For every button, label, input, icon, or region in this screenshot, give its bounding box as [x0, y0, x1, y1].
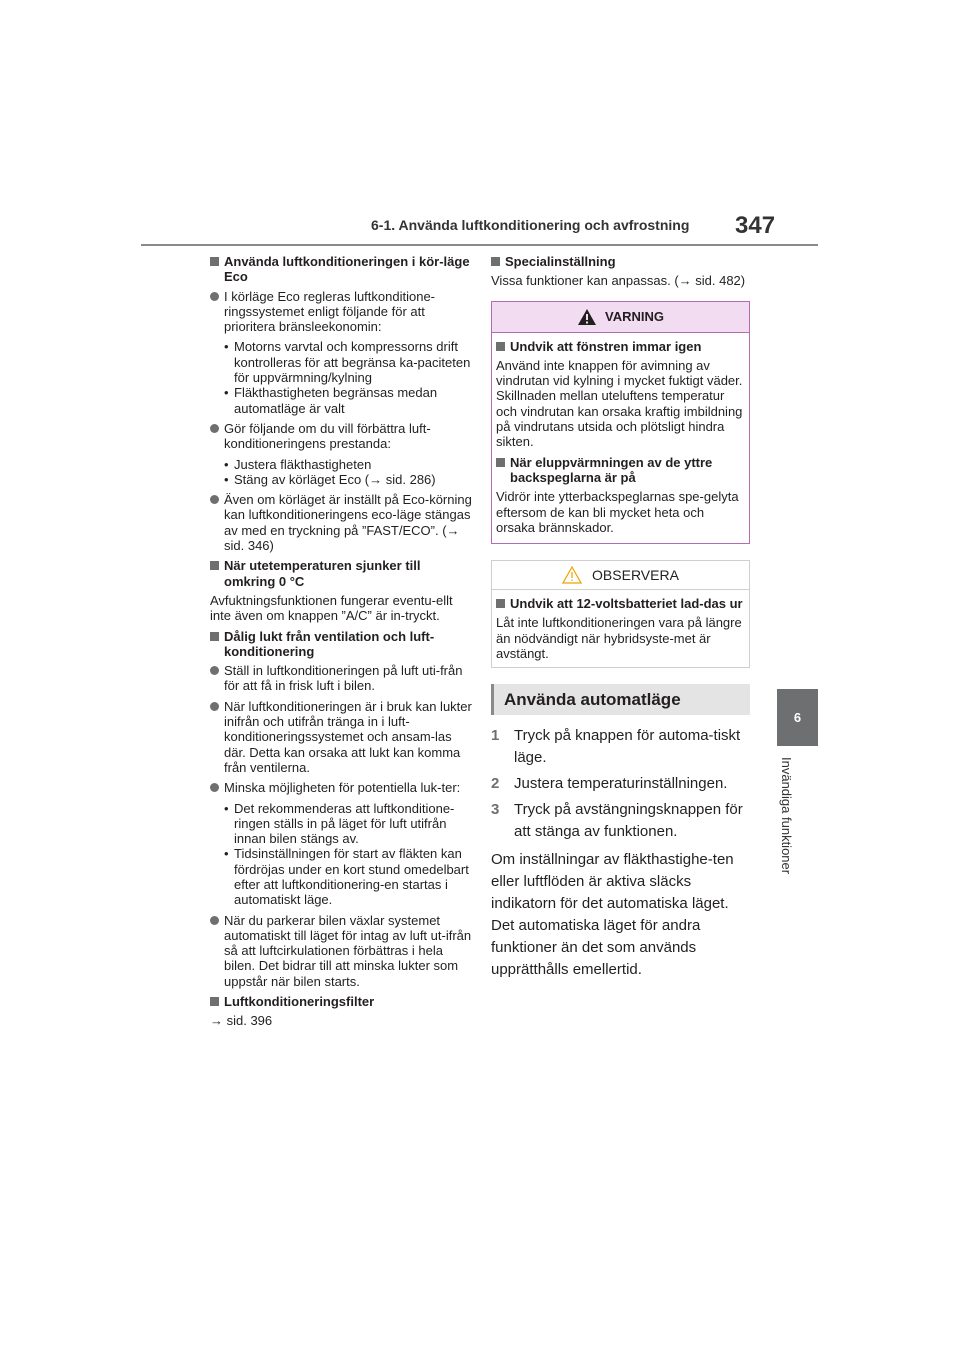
warning-heading-mirrors: När eluppvärmningen av de yttre backspeglarna är på [496, 455, 745, 486]
notice-body [492, 590, 749, 667]
paragraph-custom: Vissa funktioner kan anpassas. (→ sid. 482) [491, 273, 746, 289]
heading-outside-temp: När utetemperaturen sjunker till omkring 0 °C [210, 558, 472, 589]
warning-text-fog: Använd inte knappen för avimning av vindrutan vid kylning i mycket fuktigt väder. Skillnaden mellan uteluftens temperatur och vindrutan kan orsaka kraftig imbildning på vindrutans utsida och plötsligt hindra sikten. [496, 357, 743, 450]
bullet-fast-eco: Även om körläget är inställt på Eco-körning kan luftkonditioneringens eco-läge stängas av med en tryckning på ”FAST/ECO”. (→ sid. 346) [210, 492, 472, 553]
chapter-tab[interactable]: 6 [777, 689, 818, 746]
right-column [491, 254, 750, 981]
sub-bullet: • Motorns varvtal och kompressorns drift kontrolleras för att begränsa ka-paciteten för uppvärmning/kylning [210, 339, 472, 385]
notice-text-battery: Låt inte luftkonditioneringen vara på längre än nödvändigt när hybridsyste-met är avstängt. [496, 615, 742, 662]
step-item [491, 773, 750, 795]
step-item [491, 725, 750, 769]
warning-text-mirrors: Vidrör inte ytterbackspeglarnas spe-gelyta eftersom de kan bli mycket heta och orsaka brännskador. [496, 489, 739, 535]
sub-bullet: • Fläkthastigheten begränsas medan automatläge är valt [210, 385, 472, 416]
sub-bullet: • Justera fläkthastigheten [210, 457, 472, 472]
step-text: Tryck på knappen för automa-tiskt läge. [514, 727, 741, 767]
heading-custom: Specialinställning [491, 254, 750, 269]
bullet-outside-air: Ställ in luftkonditioneringen på luft uti-från för att få in frisk luft i bilen. [210, 663, 472, 694]
warning-box [491, 301, 750, 545]
step-item [491, 799, 750, 843]
heading-bad-smell: Dålig lukt från ventilation och luft-konditionering [210, 629, 472, 660]
bullet-odors: När luftkonditioneringen är i bruk kan lukter inifrån och utifrån tränga in i luft-konditioneringssystemet och ansam-las där. Detta kan orsaka att lukt kan komma från ventilerna. [210, 699, 472, 775]
bullet-text: I körläge Eco regleras luftkonditione-ringssystemet enligt följande för att prioritera bränsleekonomin: [224, 288, 436, 335]
chapter-label: Invändiga funktioner [779, 757, 794, 875]
notice-box [491, 560, 750, 668]
sub-bullet: • Det rekommenderas att luftkonditione-ringen ställs in på läget för luft utifrån innan bilen stängs av. [210, 801, 472, 847]
page-number: 347 [735, 212, 776, 239]
section-heading-auto: Använda automatläge [491, 684, 750, 715]
sub-bullet: • Tidsinställningen för start av fläkten kan fördröjas under en kort stund omedelbart efter att luftkonditionering-en startas i automatiskt läge. [210, 846, 472, 907]
heading-eco-mode: Använda luftkonditioneringen i kör-läge Eco [210, 254, 472, 285]
warning-triangle-icon [577, 308, 597, 326]
section-title: 6-1. Använda luftkonditionering och avfrostning [371, 217, 690, 233]
step-text: Justera temperaturinställningen. [514, 775, 728, 793]
warning-body [492, 333, 749, 544]
bullet-improve-performance [210, 421, 472, 452]
sub-bullet: • Stäng av körläget Eco (→ sid. 286) [210, 472, 472, 487]
warning-title: VARNING [605, 308, 664, 324]
bullet-parking: När du parkerar bilen växlar systemet automatiskt till läget för intag av luft ut-ifrån så att luftcirkulationen förbättras i hela bilen. Det bidrar till att minska lukter som uppstår när bilen starts. [210, 913, 472, 989]
step-number: 3 [491, 801, 500, 819]
bullet-eco-regulation [210, 289, 472, 335]
bullet-text: Minska möjligheten för potentiella luk-ter: [224, 780, 461, 796]
header-rule [141, 244, 818, 246]
step-text: Tryck på avstängningsknappen för att stänga av funktionen. [514, 801, 743, 841]
filter-page-ref[interactable]: → sid. 396 [210, 1013, 273, 1029]
notice-title: OBSERVERA [592, 566, 679, 583]
bullet-text: Gör följande om du vill förbättra luft-konditioneringens prestanda: [224, 420, 431, 452]
notice-header [492, 561, 749, 590]
step-number: 2 [491, 775, 500, 793]
closing-paragraph: Om inställningar av fläkthastighe-ten eller luftflöden är aktiva släcks indikatorn för det automatiska läget. Det automatiska läget för andra funktioner än det som används upprätthålls emellertid. [491, 851, 734, 979]
paragraph-dehumidify: Avfuktningsfunktionen fungerar eventu-ellt inte även om knappen ”A/C” är in-tryckt. [210, 592, 453, 624]
bullet-reduce-odors [210, 780, 472, 795]
warning-header [492, 302, 749, 333]
warning-heading-fog: Undvik att fönstren immar igen [496, 339, 745, 354]
left-column [210, 254, 472, 1034]
notice-heading-battery: Undvik att 12-voltsbatteriet lad-das ur [496, 596, 745, 611]
caution-triangle-icon [562, 566, 582, 584]
heading-filter: Luftkonditioneringsfilter [210, 994, 472, 1009]
step-number: 1 [491, 727, 500, 745]
